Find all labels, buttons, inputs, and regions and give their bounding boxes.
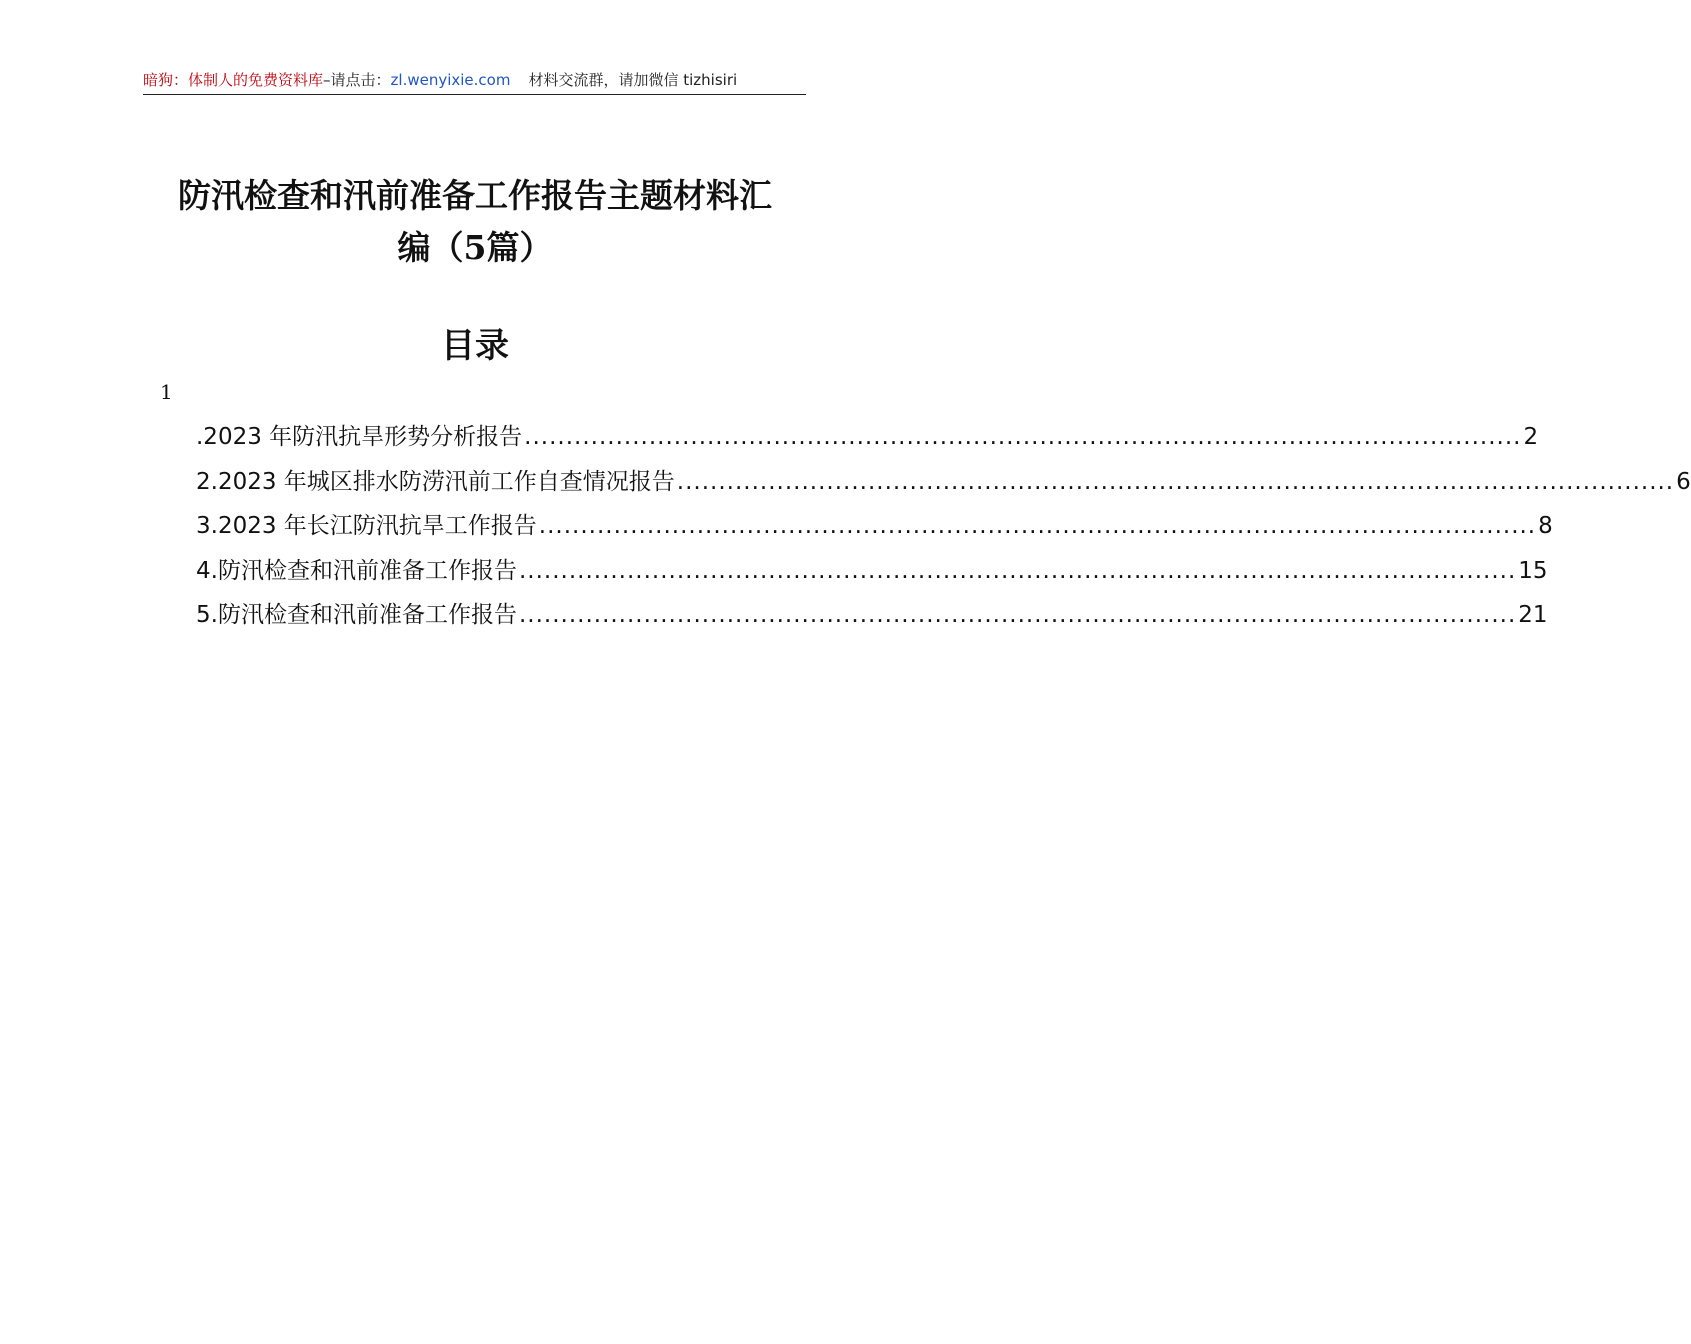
header-brand: 暗狗：体制人的免费资料库	[143, 71, 324, 89]
document-title-line-2: 编（5篇）	[397, 228, 553, 267]
toc-entry-label: 4.防汛检查和汛前准备工作报告	[196, 557, 517, 584]
toc-list	[196, 418, 1691, 641]
toc-dot-leader: ........................................................................................................................	[524, 424, 1522, 450]
toc-entry-page: 21	[1518, 602, 1548, 628]
toc-heading: 目录	[441, 326, 509, 366]
header-click-hint: –请点击：	[323, 71, 391, 89]
toc-dot-leader: ........................................................................................................................	[538, 513, 1537, 539]
page-header	[143, 66, 806, 95]
toc-entry-1[interactable]	[196, 418, 1539, 463]
toc-dot-leader: ........................................................................................................................	[676, 468, 1675, 495]
toc-entry-page: 6	[1676, 468, 1691, 495]
toc-entry-2[interactable]	[196, 463, 1691, 508]
toc-entry-page: 2	[1523, 424, 1539, 450]
toc-entry-label: .2023 年防汛抗旱形势分析报告	[196, 424, 523, 450]
header-contact: 材料交流群，请加微信 tizhisiri	[528, 71, 738, 89]
toc-dot-leader: ........................................................................................................................	[518, 602, 1517, 628]
toc-entry-4[interactable]	[196, 552, 1548, 597]
toc-entry-page: 15	[1518, 557, 1548, 584]
toc-entry-label: 3.2023 年长江防汛抗旱工作报告	[196, 513, 537, 539]
toc-entry-label: 2.2023 年城区排水防涝汛前工作自查情况报告	[196, 468, 675, 495]
toc-entry-3[interactable]	[196, 507, 1553, 552]
toc-entry-label: 5.防汛检查和汛前准备工作报告	[196, 602, 517, 628]
toc-stray-number: 1	[160, 380, 173, 404]
toc-entry-5[interactable]	[196, 596, 1548, 641]
header-site-link[interactable]: zl.wenyixie.com	[390, 71, 511, 89]
toc-dot-leader: ........................................................................................................................	[518, 557, 1517, 584]
toc-entry-page: 8	[1538, 513, 1553, 539]
document-title-line-1: 防汛检查和汛前准备工作报告主题材料汇	[178, 176, 772, 215]
